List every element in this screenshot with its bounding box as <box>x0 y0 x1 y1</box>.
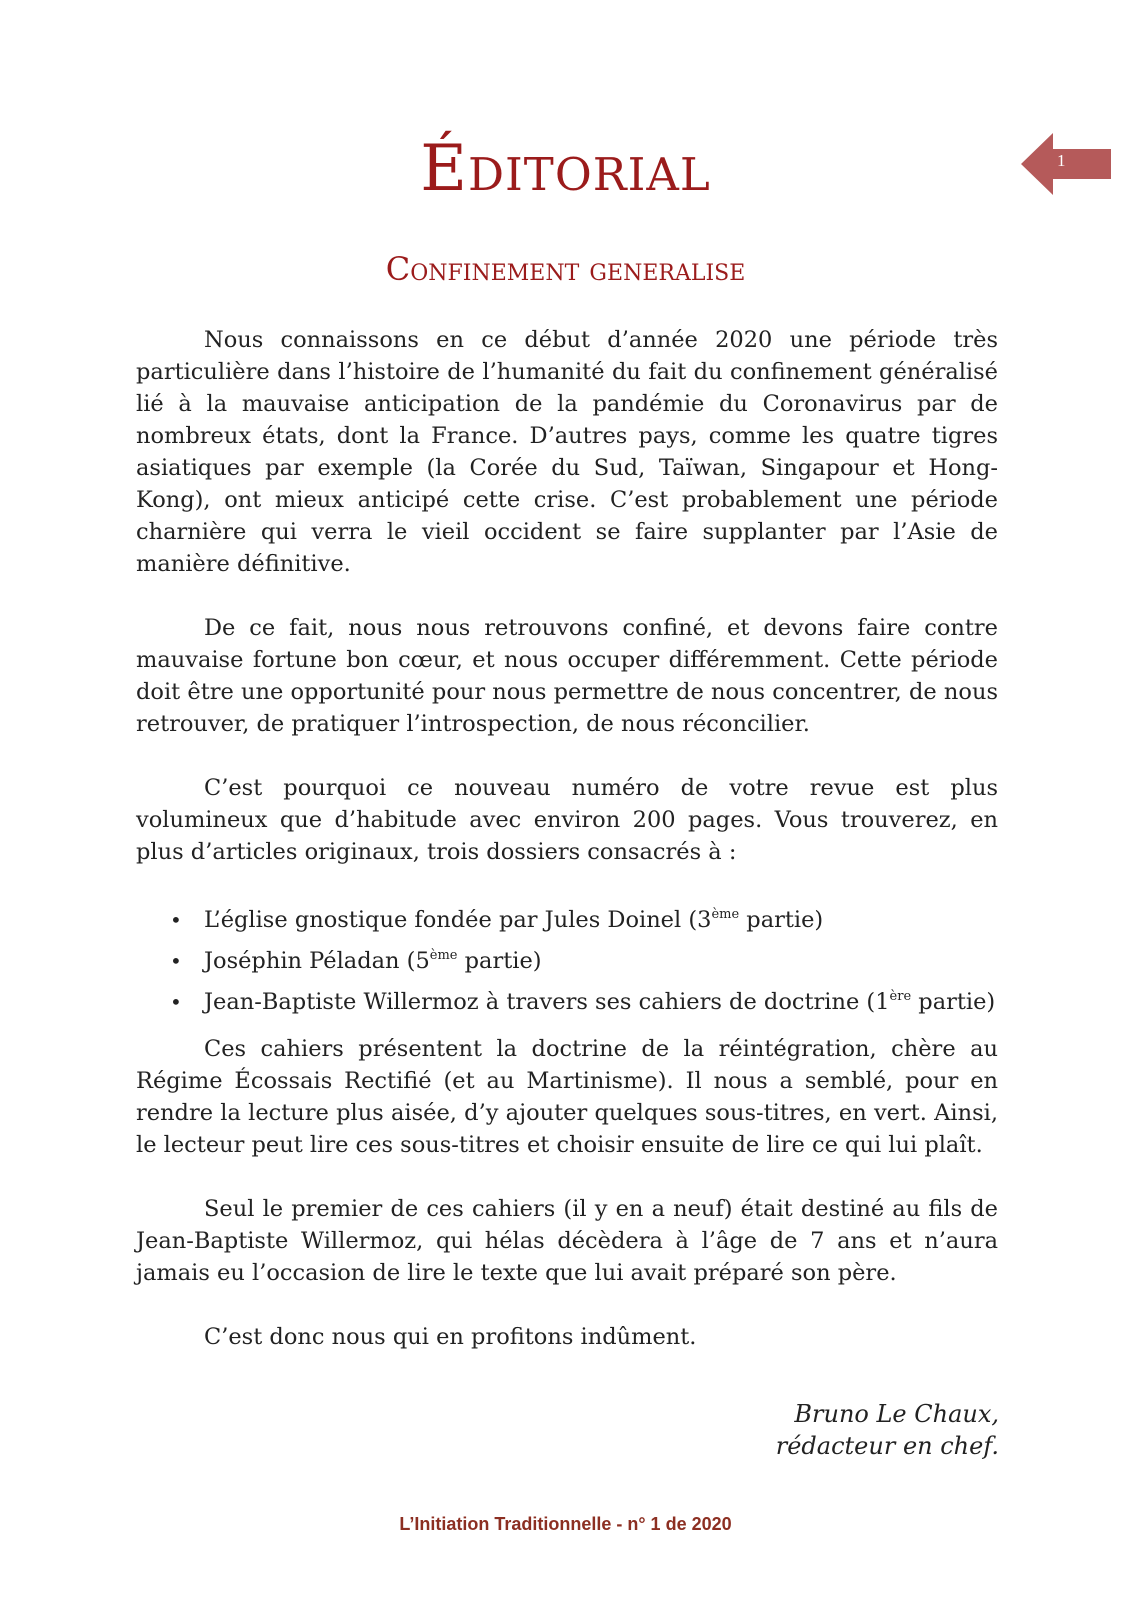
paragraph-2: De ce fait, nous nous retrouvons confiné, et devons faire contre mauvaise fortune bon cœur, et nous occuper différemment. Cette période doit être une opportunité pour nous permettre de nous concentrer, de nous retrouver, de pratiquer l’introspection, de nous réconcilier. <box>136 615 998 737</box>
signature-role: rédacteur en chef. <box>775 1432 999 1460</box>
signature <box>776 1398 999 1462</box>
section-subtitle: Confinement generalise <box>385 250 746 288</box>
dossier-list <box>136 900 998 1023</box>
paragraph-3: C’est pourquoi ce nouveau numéro de votre revue est plus volumineux que d’habitude avec environ 200 pages. Vous trouverez, en plus d’articles originaux, trois dossiers consacrés à : <box>136 775 998 865</box>
list-item: • Joséphin Péladan (5ème partie) <box>204 941 998 982</box>
list-item: • L’église gnostique fondée par Jules Doinel (3ème partie) <box>204 900 998 941</box>
paragraph-5: Seul le premier de ces cahiers (il y en a neuf) était destiné au fils de Jean-Baptiste Willermoz, qui hélas décèdera à l’âge de 7 ans et n’aura jamais eu l’occasion de lire le texte que lui avait préparé son père. <box>136 1196 998 1286</box>
paragraph-1: Nous connaissons en ce début d’année 2020 une période très particulière dans l’histoire de l’humanité du fait du confinement généralisé lié à la mauvaise anticipation de la pandémie du Coronavirus par de nombreux états, dont la France. D’autres pays, comme les quatre tigres asiatiques par exemple (la Corée du Sud, Taïwan, Singapour et Hong-Kong), ont mieux anticipé cette crise. C’est probablement une période charnière qui verra le vieil occident se faire supplanter par l’Asie de manière définitive. <box>136 327 998 577</box>
paragraph-4: Ces cahiers présentent la doctrine de la réintégration, chère au Régime Écossais Rectifié (et au Martinisme). Il nous a semblé, pour en rendre la lecture plus aisée, d’y ajouter quelques sous-titres, en vert. Ainsi, le lecteur peut lire ces sous-titres et choisir ensuite de lire ce qui lui plaît. <box>136 1036 998 1158</box>
paragraph-6: C’est donc nous qui en profitons indûment. <box>204 1324 697 1350</box>
list-item: • Jean-Baptiste Willermoz à travers ses cahiers de doctrine (1ère partie) <box>204 982 998 1023</box>
page-title: Éditorial <box>420 132 711 206</box>
signature-name: Bruno Le Chaux, <box>794 1400 999 1428</box>
article-body <box>136 324 998 1385</box>
page-footer: L’Initiation Traditionnelle - n° 1 de 2020 <box>399 1514 732 1534</box>
page-number: 1 <box>1057 151 1066 170</box>
